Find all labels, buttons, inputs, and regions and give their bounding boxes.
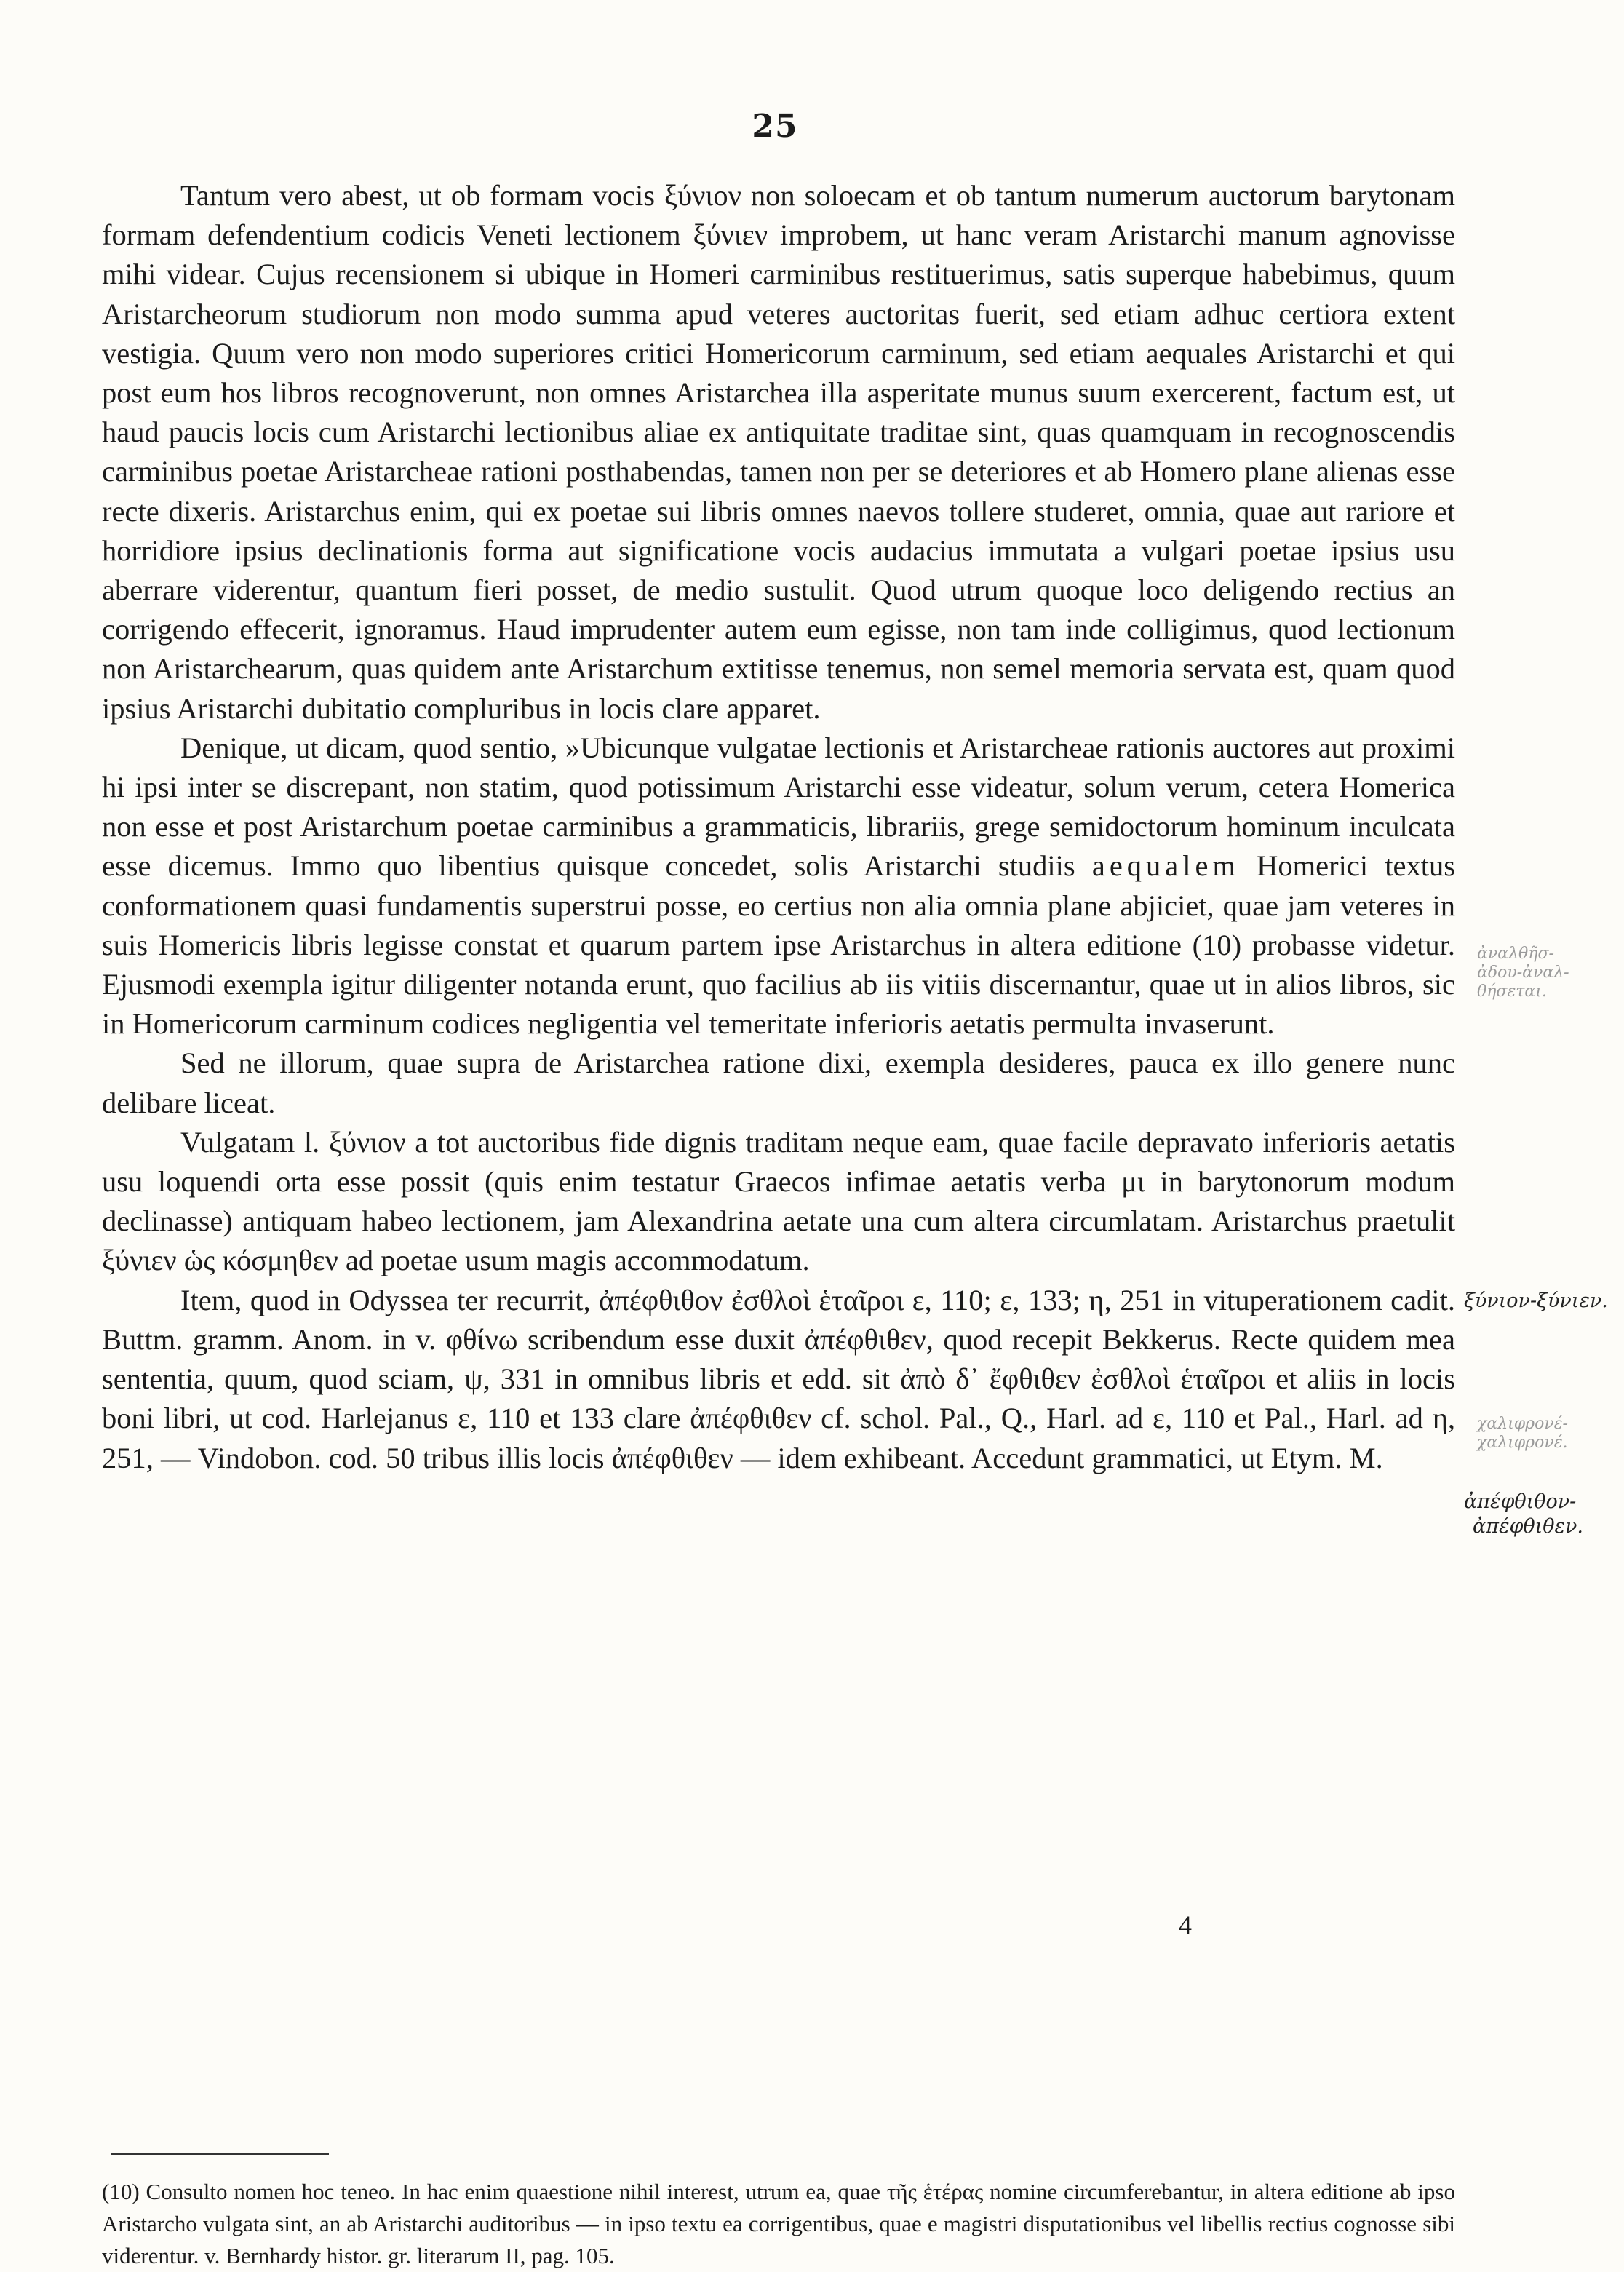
page-number: 25 bbox=[752, 108, 798, 145]
footnote: (10) Consulto nomen hoc teneo. In hac enim quaestione nihil interest, utrum ea, quae τῆς ἑτέρας nomine circumferebantur, in altera editione ab ipso Aristarcho vulgata sint, an ab Aristarchi auditoribus — in ipso textu ea corrigentibus, quae e magistri disputationibus vel libellis rectius cognosse sibi viderentur. v. Bernhardy histor. gr. literarum II, pag. 105. bbox=[102, 2179, 1455, 2268]
paragraph-3: Sed ne illorum, quae supra de Aristarchea ratione dixi, exempla desideres, pauca ex illo genere nunc delibare liceat. bbox=[102, 1046, 1455, 1119]
footnote-rule bbox=[111, 2153, 329, 2155]
margin-note-apephthithen: ἀπέφθιθεν. bbox=[1473, 1515, 1583, 1538]
paragraph-1: Tantum vero abest, ut ob formam vocis ξύνιον non soloecam et ob tantum numerum auctorum barytonam formam defendentium codicis Veneti lectionem ξύνιεν improbem, ut hanc veram Aristarchi manum agnovisse mihi videar. Cujus recensionem si ubique in Homeri carminibus restituerimus, satis superque habebimus, quum Aristarcheorum studiorum non modo summa apud veteres auctoritas fuerit, sed etiam adhuc certiora extent vestigia. Quum vero non modo superiores critici Homericorum carminum, sed etiam aequales Aristarchi et qui post eum hos libros recognoverunt, non omnes Aristarchea illa asperitate munus suum exercerent, factum est, ut haud paucis locis cum Aristarchi lectionibus aliae ex antiquitate traditae sint, quas quamquam in recognoscendis carminibus poetae Aristarcheae rationi posthabendas, tamen non per se deteriores et ab Homero plane alienas esse recte dixeris. Aristarchus enim, qui ex poetae sui libris omnes naevos tollere studeret, omnia, quae aut rariore et horridiore ipsius declinationis forma aut significatione vocis audacius immutata a vulgari poetae ipsius usu aberrare viderentur, quantum fieri posset, de medio sustulit. Quod utrum quoque loco deligendo rectius an corrigendo effecerit, ignoramus. Haud imprudenter autem eum egisse, non tam inde colligimus, quod lectionum non Aristarchearum, quas quidem ante Aristarchum extitisse tenemus, non semel memoria servata est, quam quod ipsius Aristarchi dubitatio compluribus in locis clare apparet. bbox=[102, 179, 1455, 725]
paragraph-5: Item, quod in Odyssea ter recurrit, ἀπέφθιθον ἐσθλοὶ ἑταῖροι ε, 110; ε, 133; η, 251 in vituperationem cadit. Buttm. gramm. Anom. in v. φθίνω scribendum esse duxit ἀπέφθιθεν, quod recepit Bekkerus. Recte quidem mea sententia, quum, quod sciam, ψ, 331 in omnibus libris et edd. sit ἀπὸ δ᾽ ἔφθιθεν ἐσθλοὶ ἑταῖροι et aliis in locis boni libri, ut cod. Harlejanus ε, 110 et 133 clare ἀπέφθιθεν cf. schol. Pal., Q., Harl. ad ε, 110 et Pal., Harl. ad η, 251, — Vindobon. cod. 50 tribus illis locis ἀπέφθιθεν — idem exhibeant. Accedunt grammatici, ut Etym. M. bbox=[102, 1283, 1455, 1474]
margin-note-faint-1: ἀναλθῆσ- ἀδου-ἀναλ- θήσεται. bbox=[1477, 945, 1569, 1001]
margin-note-faint-2: χαλιφρονέ- χαλιφρονέ. bbox=[1477, 1415, 1568, 1452]
paragraph-2-part-1: Denique, ut dicam, quod sentio, »Ubicunque vulgatae lectionis et Aristarcheae rationis auctores aut proximi hi ipsi inter se discrepant, non statim, quod potissimum Aristarchi esse videatur, solum verum, cetera Homerica non esse et post Aristarchum poetae carminibus a grammaticis, librariis, grege semidoctorum hominum inculcata esse dicemus. Immo quo libentius quisque concedet, solis Aristarchi studiis bbox=[102, 731, 1455, 883]
margin-note-xynion: ξύνιον-ξύνιεν. bbox=[1464, 1290, 1608, 1312]
paragraph-4: Vulgatam l. ξύνιον a tot auctoribus fide dignis traditam neque eam, quae facile depravato inferioris aetatis usu loquendi orta esse possit (quis enim testatur Graecos infimae aetatis verba μι in barytonorum modum declinasse) antiquam habeo lectionem, jam Alexandrina aetate una cum altera circumlatam. Aristarchus praetulit ξύνιεν ὡς κόσμηθεν ad poetae usum magis accommodatum. bbox=[102, 1125, 1455, 1277]
paragraph-2-part-2: Homerici textus conformationem quasi fundamentis superstrui posse, eo certius non alia omnia plane abjiciet, quae jam veteres in suis Homericis libris legisse constat et quarum partem ipse Aristarchus in altera editione (10) probasse videtur. Ejusmodi exempla igitur diligenter notanda erunt, quo facilius ab iis vitiis discernantur, quae ut in alios libros, sic in Homericorum carminum codices negligentia vel temeritate inferioris aetatis permulta invaserunt. bbox=[102, 849, 1456, 1041]
margin-note-apephthithon: ἀπέφθιθον- bbox=[1464, 1490, 1577, 1513]
signature-mark: 4 bbox=[1179, 1910, 1192, 1939]
main-text bbox=[102, 176, 1455, 1478]
emphasis-aequalem: aequalem bbox=[1091, 849, 1241, 883]
paragraph-2 bbox=[102, 728, 1455, 1044]
